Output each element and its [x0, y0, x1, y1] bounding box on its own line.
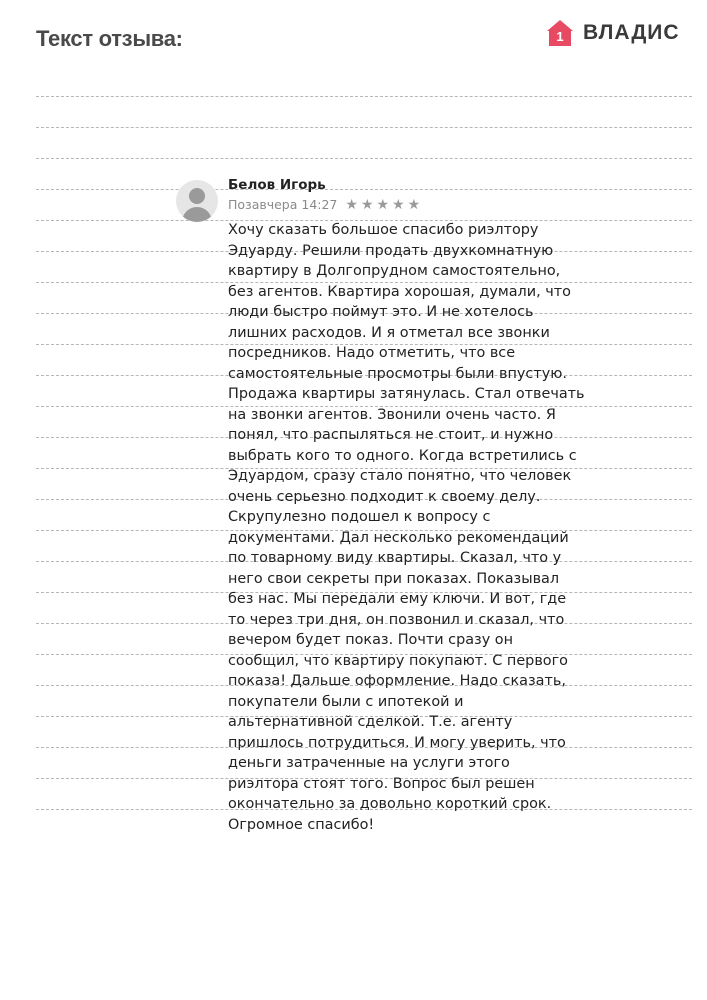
review-text: Хочу сказать большое спасибо риэлтору Эдуарду. Решили продать двухкомнатную квартиру в Долгопрудном самостоятельно, без агентов. Квартира хорошая, думали, что люди быстро поймут это. И не хотелось лишних расходов. И я отметал все звонки посредников. Надо отметить, что все самостоятельные просмотры были впустую. Продажа квартиры затянулась. Стал отвечать на звонки агентов. Звонили очень часто. Я понял, что распыляться не стоит, и нужно выбрать кого то одного. Когда встретились с Эдуардом, сразу стало понятно, что человек очень серьезно подходит к своему делу. Скрупулезно подошел к вопросу с документами. Дал несколько рекомендаций по товарному виду квартиры. Сказал, что у него свои секреты при показах. Показывал без нас. Мы передали ему ключи. И вот, где то через три дня, он позвонил и сказал, что вечером будет показ. Почти сразу он сообщил, что квартиру покупают. С первого показа! Дальше оформление. Надо сказать, покупатели были с ипотекой и альтернативной сделкой. Т.е. агенту пришлось потрудиться. И могу уверить, что деньги затраченные на услуги этого риэлтора стоят того. Вопрос был решен окончательно за довольно короткий срок. Огромное спасибо!: [228, 222, 585, 833]
vladis-logo: [545, 18, 680, 48]
ruled-line: [36, 96, 692, 97]
ruled-line: [36, 158, 692, 159]
review-meta: [228, 196, 596, 214]
page-title: Текст отзыва:: [36, 26, 183, 51]
review-time: Позавчера 14:27: [228, 197, 338, 212]
avatar-body: [182, 207, 212, 222]
house-logo-icon: [545, 18, 575, 48]
avatar: [176, 180, 218, 222]
avatar-head: [189, 188, 205, 204]
ruled-line: [36, 127, 692, 128]
rating-stars: ★★★★★: [345, 197, 424, 213]
logo-wordmark: ВЛАДИС: [583, 21, 680, 44]
review-author: Белов Игорь: [228, 177, 326, 193]
logo-badge-number: 1: [556, 29, 564, 44]
review-content: [228, 174, 596, 835]
